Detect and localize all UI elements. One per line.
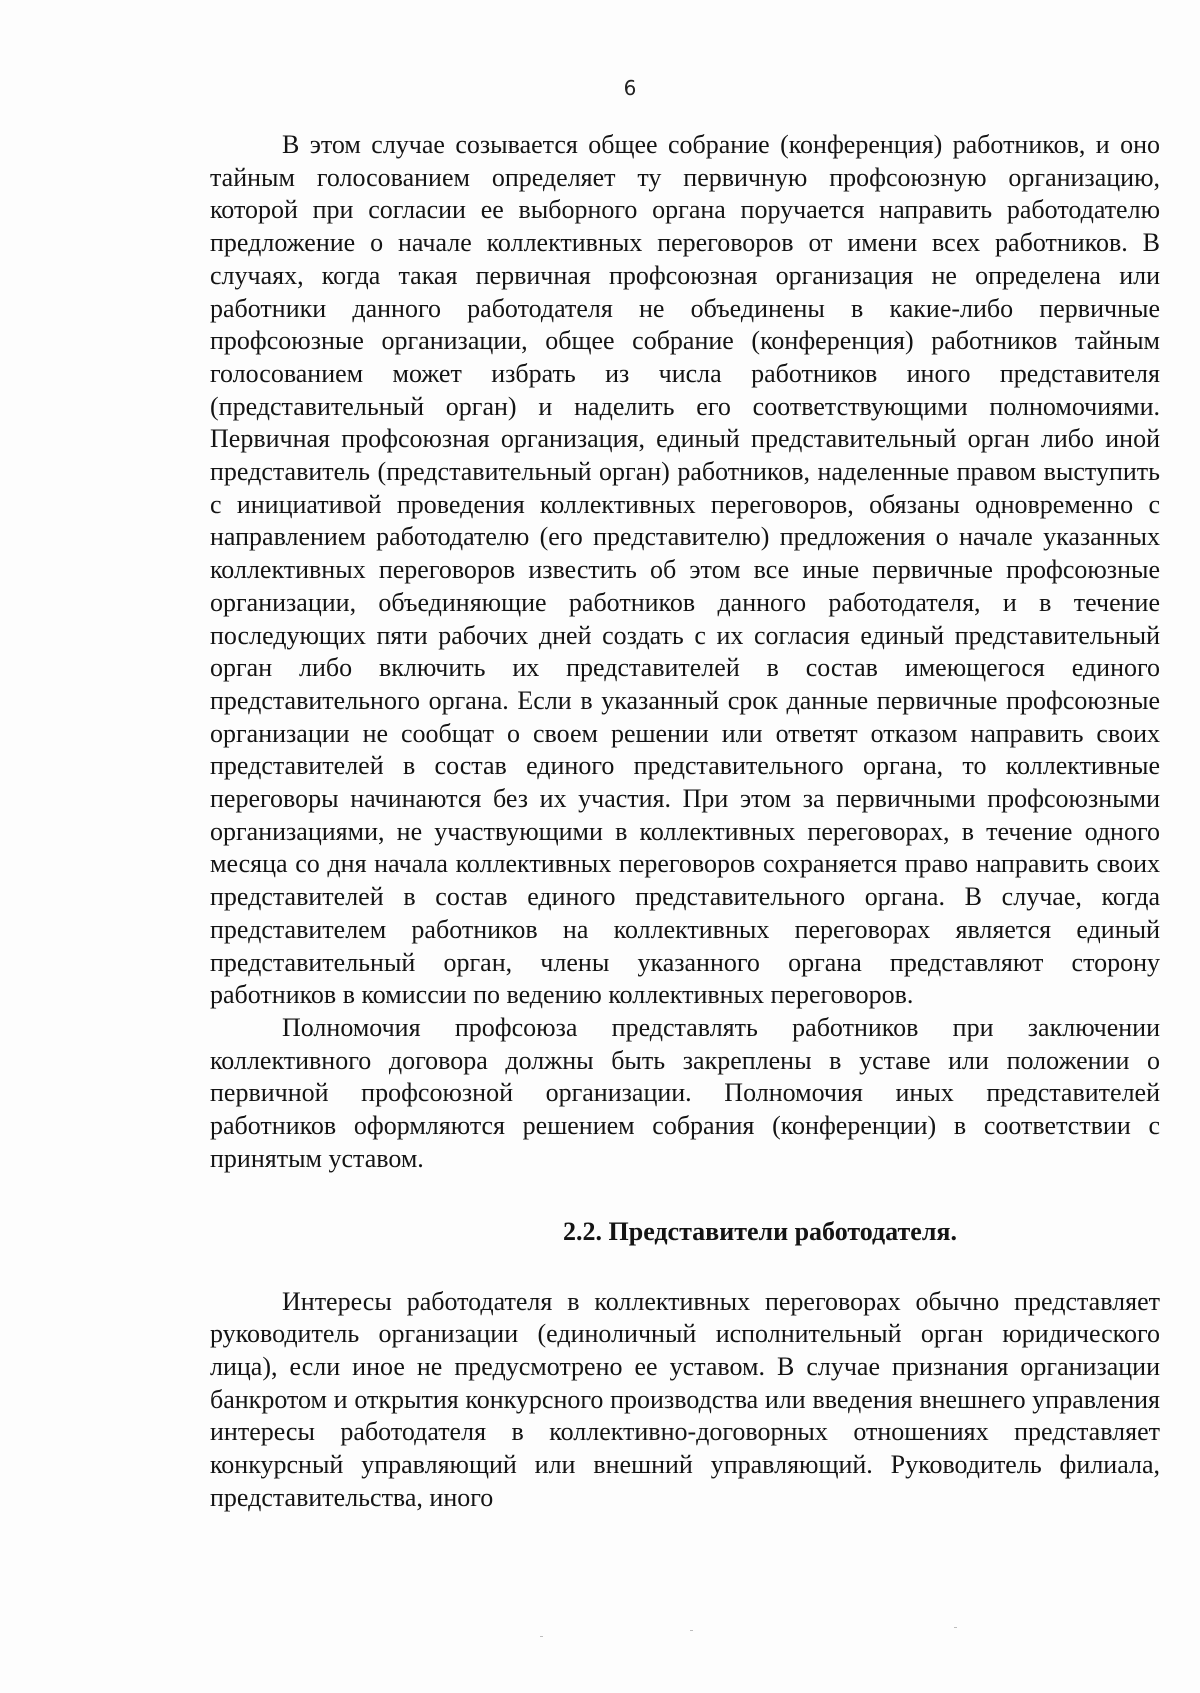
paragraph-workers-representatives: В этом случае созывается общее собрание (конференция) работников, и оно тайным голосованием определяет ту первичную профсоюзную организацию, которой при согласии ее выборного органа поручается направить работодателю предложение о начале коллективных переговоров от имени всех работников. В случаях, когда такая первичная профсоюзная организация не определена или работники данного работодателя не объединены в какие-либо первичные профсоюзные организации, общее собрание (конференция) работников тайным голосованием может избрать из числа работников иного представителя (представительный орган) и наделить его соответствующими полномочиями. Первичная профсоюзная организация, единый представительный орган либо иной представитель (представительный орган) работников, наделенные правом выступить с инициативой проведения коллективных переговоров, обязаны одновременно с направлением работодателю (его представителю) предложения о начале указанных коллективных переговоров известить об этом все иные первичные профсоюзные организации, объединяющие работников данного работодателя, и в течение последующих пяти рабочих дней создать с их согласия единый представительный орган либо включить их представителей в состав имеющегося единого представительного органа. Если в указанный срок данные первичные профсоюзные организации не сообщат о своем решении или ответят отказом направить своих представителей в состав единого представительного органа, то коллективные переговоры начинаются без их участия. При этом за первичными профсоюзными организациями, не участвующими в коллективных переговорах, в течение одного месяца со дня начала коллективных переговоров сохраняется право направить своих представителей в состав единого представительного органа. В случае, когда представителем работников на коллективных переговорах является единый представительный орган, члены указанного органа представляют сторону работников в комиссии по ведению коллективных переговоров. — [210, 130, 1160, 1010]
scan-speck — [540, 1636, 543, 1637]
section-heading: 2.2. Представители работодателя. — [563, 1216, 957, 1246]
document-body — [210, 129, 1160, 1514]
paragraph-union-powers: Полномочия профсоюза представлять работников при заключении коллективного договора должны быть закреплены в уставе или положении о первичной профсоюзной организации. Полномочия иных представителей работников оформляются решением собрания (конференции) в соответствии с принятым уставом. — [210, 1012, 1160, 1173]
page-number: 6 — [623, 76, 637, 100]
scan-speck — [954, 1627, 957, 1628]
scan-speck — [690, 1630, 693, 1631]
paragraph-employer-representatives: Интересы работодателя в коллективных переговорах обычно представляет руководитель организации (единоличный исполнительный орган юридического лица), если иное не предусмотрено ее уставом. В случае признания организации банкротом и открытия конкурсного производства или введения внешнего управления интересы работодателя в коллективно-договорных отношениях представляет конкурсный управляющий или внешний управляющий. Руководитель филиала, представительства, иного — [210, 1286, 1160, 1512]
